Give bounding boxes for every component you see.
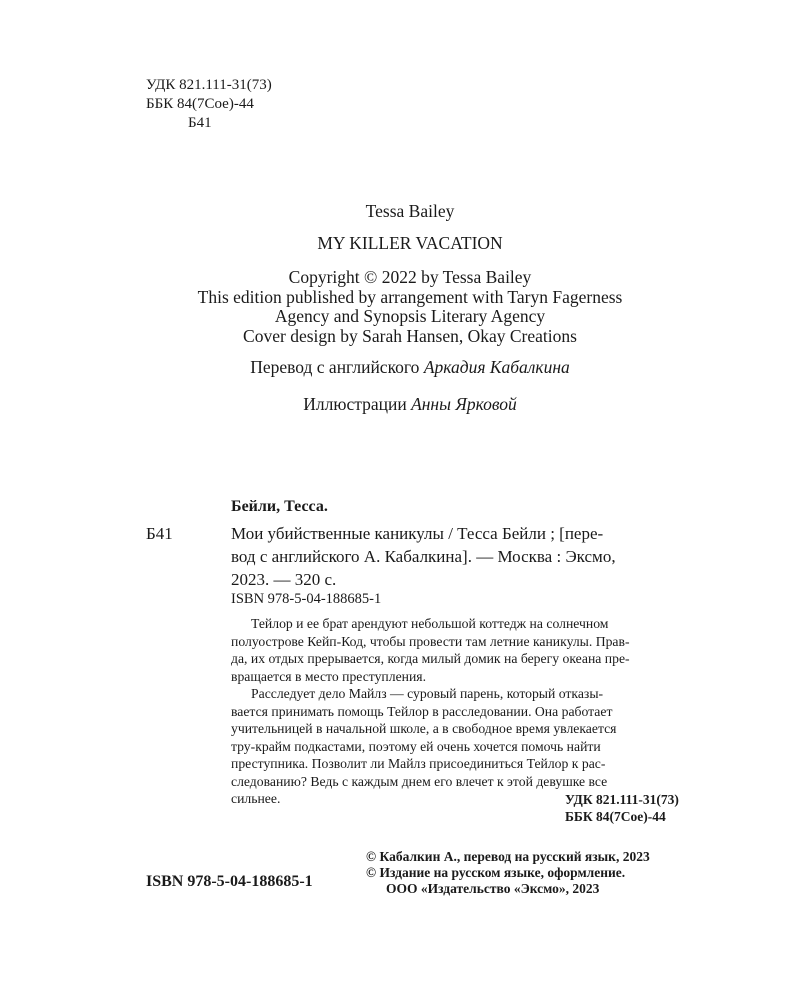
card-code: Б41 <box>146 524 173 543</box>
annotation-line: следованию? Ведь с каждым днем его влечет к этой девушке все <box>231 773 608 789</box>
annotation-line: учительницей в начальной школе, а в свободное время увлекается <box>231 721 617 736</box>
annotation-line: сильнее. <box>231 791 281 806</box>
illustration-credit <box>0 394 800 415</box>
illustrator-name: Анны Ярковой <box>411 394 517 414</box>
original-title: MY KILLER VACATION <box>317 233 503 253</box>
annotation <box>231 615 706 808</box>
annotation-line: вращается в место преступления. <box>231 668 427 684</box>
illustrations-prefix: Иллюстрации <box>303 394 407 414</box>
annotation-line: вается принимать помощь Тейлор в расследовании. Она работает <box>231 703 613 719</box>
original-author: Tessa Bailey <box>365 201 455 221</box>
translator-name: Аркадия Кабалкина <box>423 357 570 377</box>
card-author-heading: Бейли, Тесса. <box>231 498 328 515</box>
copyright-line: Copyright © 2022 by Tessa Bailey <box>288 267 532 287</box>
translation-prefix: Перевод с английского <box>250 357 420 377</box>
copyright-line: Agency and Synopsis Literary Agency <box>274 306 546 326</box>
copyright-block <box>0 268 800 346</box>
bottom-bbk: ББК 84(7Сое)-44 <box>565 809 666 824</box>
copyright-ru-line: © Издание на русском языке, оформление. <box>366 865 626 880</box>
card-description-line: вод с английского А. Кабалкина]. — Москва : Эксмо, <box>231 547 616 566</box>
udk-code: УДК 821.111-31(73) <box>146 77 272 93</box>
copyright-ru-line: ООО «Издательство «Эксмо», 2023 <box>386 881 600 896</box>
card-description-line: Мои убийственные каникулы / Тесса Бейли ; [пере- <box>231 524 604 543</box>
annotation-line: преступника. Позволит ли Майлз присоединиться Тейлор к рас- <box>231 756 606 771</box>
bottom-udk: УДК 821.111-31(73) <box>565 792 679 807</box>
copyright-ru-line: © Кабалкин А., перевод на русский язык, 2023 <box>366 849 650 864</box>
annotation-line: Тейлор и ее брат арендуют небольшой коттедж на солнечном <box>251 616 609 631</box>
copyright-line: Cover design by Sarah Hansen, Okay Creations <box>243 325 577 346</box>
copyright-line: This edition published by arrangement with Taryn Fagerness <box>197 286 623 307</box>
annotation-line: да, их отдых прерывается, когда милый домик на берегу океана пре- <box>231 651 630 666</box>
isbn-bottom: ISBN 978-5-04-188685-1 <box>146 873 313 890</box>
author-mark: Б41 <box>188 115 212 131</box>
annotation-line: полуострове Кейп-Код, чтобы провести там летние каникулы. Прав- <box>231 633 630 649</box>
card-isbn: ISBN 978-5-04-188685-1 <box>231 591 382 607</box>
card-description <box>231 522 707 591</box>
annotation-line: тру-крайм подкастами, поэтому ей очень хочется помочь найти <box>231 738 601 754</box>
annotation-line: Расследует дело Майлз — суровый парень, который отказы- <box>251 686 604 701</box>
translation-credit <box>0 357 800 378</box>
bottom-codes <box>540 791 707 825</box>
card-description-line: 2023. — 320 с. <box>231 570 337 589</box>
russian-copyright <box>366 849 650 897</box>
bbk-code: ББК 84(7Сое)-44 <box>146 96 254 112</box>
classification-codes <box>146 76 272 133</box>
